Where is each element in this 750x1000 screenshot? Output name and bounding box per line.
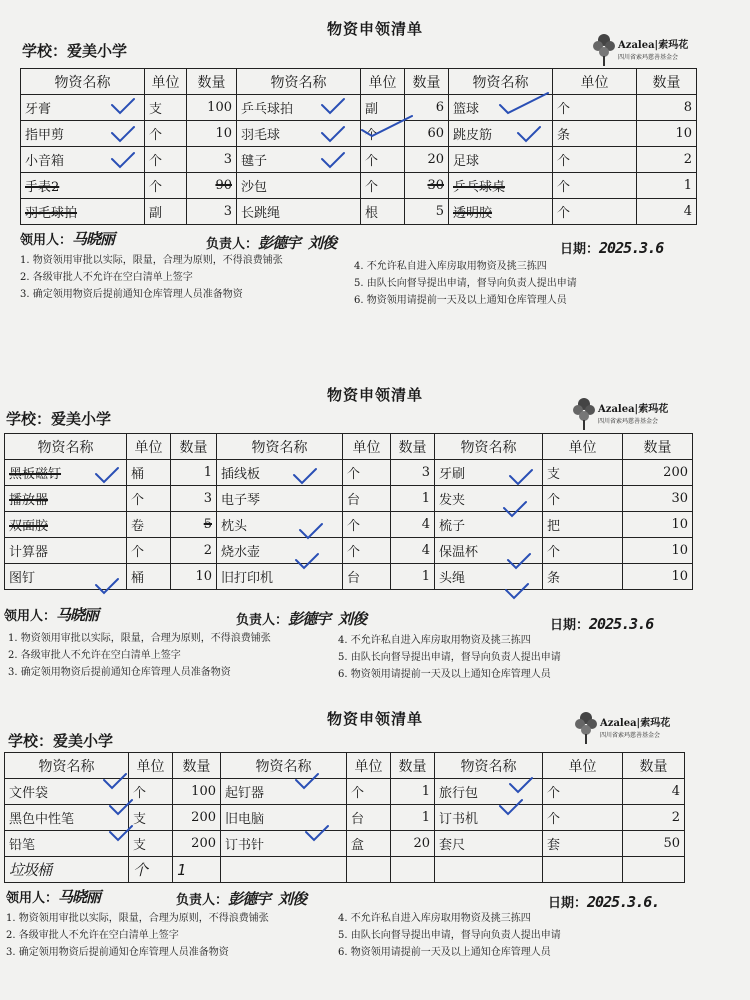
quantity-cell: 3 <box>391 460 435 486</box>
item-name-cell: 羽毛球拍 <box>21 199 145 225</box>
recipient-label: 领用人： <box>20 233 73 248</box>
quantity-cell: 2 <box>623 805 685 831</box>
logo-name: Azalea|索玛花 <box>618 40 689 51</box>
item-name-cell: 足球 <box>449 147 553 173</box>
recipient-signature: 马晓丽 <box>72 230 115 248</box>
quantity-cell: 30 <box>623 486 693 512</box>
item-name-cell: 垃圾桶 <box>5 857 129 883</box>
column-header: 单位 <box>343 434 391 460</box>
manager-label: 负责人： <box>206 237 259 252</box>
rule-item: 5. 由队长向督导提出申请，督导向负责人提出申请 <box>338 930 561 941</box>
unit-cell: 台 <box>343 486 391 512</box>
unit-cell: 把 <box>543 512 623 538</box>
unit-cell: 支 <box>129 831 173 857</box>
column-header: 物资名称 <box>449 69 553 95</box>
unit-cell: 个 <box>127 538 171 564</box>
unit-cell: 个 <box>543 805 623 831</box>
quantity-cell: 10 <box>637 121 697 147</box>
quantity-cell: 1 <box>173 857 221 883</box>
item-name-cell: 黑板磁钉 <box>5 460 127 486</box>
rule-item: 2. 各级审批人不允许在空白清单上签字 <box>6 930 179 941</box>
column-header: 物资名称 <box>217 434 343 460</box>
table-row <box>5 779 685 805</box>
column-header: 物资名称 <box>237 69 361 95</box>
quantity-cell: 4 <box>391 512 435 538</box>
unit-cell: 条 <box>543 564 623 590</box>
unit-cell: 台 <box>347 805 391 831</box>
rule-item: 6. 物资领用请提前一天及以上通知仓库管理人员 <box>338 947 551 958</box>
unit-cell: 个 <box>361 121 405 147</box>
item-name-cell <box>221 857 347 883</box>
item-name-cell: 订书机 <box>435 805 543 831</box>
table-row <box>5 857 685 883</box>
rule-item: 4. 不允许私自进入库房取用物资及挑三拣四 <box>354 261 547 272</box>
unit-cell: 个 <box>553 199 637 225</box>
rule-item: 1. 物资领用审批以实际，限量，合理为原则，不得浪费铺张 <box>20 255 283 266</box>
unit-cell: 个 <box>543 486 623 512</box>
rule-item: 5. 由队长向督导提出申请，督导向负责人提出申请 <box>338 652 561 663</box>
item-name-cell: 指甲剪 <box>21 121 145 147</box>
rules-left <box>6 910 269 961</box>
quantity-cell: 20 <box>405 147 449 173</box>
quantity-cell: 8 <box>637 95 697 121</box>
recipient-label: 领用人： <box>6 891 59 906</box>
logo-subtitle: 四川省索玛慈善基金会 <box>618 54 679 61</box>
unit-cell: 个 <box>361 173 405 199</box>
manager-label: 负责人： <box>236 613 289 628</box>
quantity-cell: 4 <box>391 538 435 564</box>
unit-cell: 支 <box>145 95 187 121</box>
logo-subtitle: 四川省索玛慈善基金会 <box>600 732 661 739</box>
item-name-cell: 烧水壶 <box>217 538 343 564</box>
date-value: 2025.3.6 <box>599 239 664 257</box>
unit-cell: 个 <box>343 460 391 486</box>
rule-item: 6. 物资领用请提前一天及以上通知仓库管理人员 <box>354 295 567 306</box>
logo-name: Azalea|索玛花 <box>600 718 671 729</box>
column-header: 物资名称 <box>435 753 543 779</box>
item-name-cell: 铅笔 <box>5 831 129 857</box>
materials-table <box>4 752 685 883</box>
unit-cell: 支 <box>129 805 173 831</box>
item-name-cell: 保温杯 <box>435 538 543 564</box>
unit-cell: 个 <box>145 121 187 147</box>
unit-cell: 台 <box>343 564 391 590</box>
quantity-cell: 200 <box>623 460 693 486</box>
column-header: 数量 <box>391 753 435 779</box>
item-name-cell: 电子琴 <box>217 486 343 512</box>
quantity-cell: 200 <box>173 805 221 831</box>
rule-item: 2. 各级审批人不允许在空白清单上签字 <box>8 650 181 661</box>
item-name-cell: 播放器 <box>5 486 127 512</box>
column-header: 单位 <box>127 434 171 460</box>
quantity-cell: 5 <box>171 512 217 538</box>
column-header: 物资名称 <box>435 434 543 460</box>
column-header: 物资名称 <box>21 69 145 95</box>
sheet-title: 物资申领清单 <box>326 710 423 728</box>
quantity-cell: 30 <box>405 173 449 199</box>
table-header-row <box>5 753 685 779</box>
quantity-cell: 10 <box>623 512 693 538</box>
item-name-cell: 计算器 <box>5 538 127 564</box>
column-header: 数量 <box>623 753 685 779</box>
item-name-cell: 长跳绳 <box>237 199 361 225</box>
logo-name: Azalea|索玛花 <box>598 404 669 415</box>
column-header: 数量 <box>405 69 449 95</box>
quantity-cell: 6 <box>405 95 449 121</box>
unit-cell: 个 <box>543 779 623 805</box>
unit-cell: 个 <box>543 538 623 564</box>
rules-right <box>338 910 561 961</box>
unit-cell: 个 <box>553 173 637 199</box>
rule-item: 6. 物资领用请提前一天及以上通知仓库管理人员 <box>338 669 551 680</box>
date-line <box>548 892 659 911</box>
unit-cell: 副 <box>361 95 405 121</box>
unit-cell: 个 <box>343 538 391 564</box>
quantity-cell <box>623 857 685 883</box>
item-name-cell: 双面胶 <box>5 512 127 538</box>
unit-cell: 个 <box>553 95 637 121</box>
quantity-cell: 3 <box>187 199 237 225</box>
date-label: 日期： <box>550 618 590 633</box>
unit-cell: 条 <box>553 121 637 147</box>
unit-cell: 个 <box>145 173 187 199</box>
column-header: 数量 <box>187 69 237 95</box>
quantity-cell: 90 <box>187 173 237 199</box>
column-header: 单位 <box>129 753 173 779</box>
item-name-cell: 黑色中性笔 <box>5 805 129 831</box>
quantity-cell: 1 <box>391 779 435 805</box>
rule-item: 1. 物资领用审批以实际，限量，合理为原则，不得浪费铺张 <box>6 913 269 924</box>
unit-cell: 套 <box>543 831 623 857</box>
item-name-cell: 牙刷 <box>435 460 543 486</box>
quantity-cell: 4 <box>637 199 697 225</box>
item-name-cell: 毽子 <box>237 147 361 173</box>
item-name-cell: 发夹 <box>435 486 543 512</box>
unit-cell: 桶 <box>127 564 171 590</box>
column-header: 数量 <box>623 434 693 460</box>
manager-label: 负责人： <box>176 893 229 908</box>
unit-cell: 根 <box>361 199 405 225</box>
quantity-cell: 10 <box>623 564 693 590</box>
recipient-signature: 马晓丽 <box>58 888 101 906</box>
unit-cell: 盒 <box>347 831 391 857</box>
unit-cell: 副 <box>145 199 187 225</box>
unit-cell: 个 <box>129 779 173 805</box>
quantity-cell: 5 <box>405 199 449 225</box>
item-name-cell: 透明胶 <box>449 199 553 225</box>
column-header: 物资名称 <box>5 753 129 779</box>
date-value: 2025.3.6. <box>587 893 660 911</box>
item-name-cell <box>435 857 543 883</box>
quantity-cell: 4 <box>623 779 685 805</box>
item-name-cell: 订书针 <box>221 831 347 857</box>
column-header: 数量 <box>637 69 697 95</box>
item-name-cell: 旧打印机 <box>217 564 343 590</box>
quantity-cell: 1 <box>391 564 435 590</box>
column-header: 单位 <box>543 753 623 779</box>
quantity-cell: 2 <box>637 147 697 173</box>
sheet-title: 物资申领清单 <box>326 20 423 38</box>
quantity-cell: 20 <box>391 831 435 857</box>
quantity-cell: 1 <box>171 460 217 486</box>
logo-subtitle: 四川省索玛慈善基金会 <box>598 418 659 425</box>
rule-item: 1. 物资领用审批以实际，限量，合理为原则，不得浪费铺张 <box>8 633 271 644</box>
unit-cell: 个 <box>127 486 171 512</box>
sheet-title: 物资申领清单 <box>326 386 423 404</box>
school-name: 学校：爱美小学 <box>8 732 114 750</box>
item-name-cell: 图钉 <box>5 564 127 590</box>
quantity-cell: 10 <box>171 564 217 590</box>
item-name-cell: 起钉器 <box>221 779 347 805</box>
unit-cell: 个 <box>145 147 187 173</box>
item-name-cell: 旧电脑 <box>221 805 347 831</box>
rule-item: 3. 确定领用物资后提前通知仓库管理人员准备物资 <box>6 947 229 958</box>
manager-signature: 彭德宇 刘俊 <box>288 610 367 628</box>
rule-item: 5. 由队长向督导提出申请，督导向负责人提出申请 <box>354 278 577 289</box>
unit-cell: 个 <box>347 779 391 805</box>
table-row <box>5 831 685 857</box>
table-row <box>5 805 685 831</box>
unit-cell: 个 <box>553 147 637 173</box>
item-name-cell: 梳子 <box>435 512 543 538</box>
quantity-cell <box>391 857 435 883</box>
column-header: 单位 <box>145 69 187 95</box>
item-name-cell: 乒乓球拍 <box>237 95 361 121</box>
column-header: 数量 <box>173 753 221 779</box>
item-name-cell: 跳皮筋 <box>449 121 553 147</box>
item-name-cell: 头绳 <box>435 564 543 590</box>
column-header: 数量 <box>171 434 217 460</box>
unit-cell: 个 <box>343 512 391 538</box>
item-name-cell: 牙膏 <box>21 95 145 121</box>
school-name: 学校：爱美小学 <box>22 42 128 60</box>
item-name-cell: 枕头 <box>217 512 343 538</box>
rule-item: 3. 确定领用物资后提前通知仓库管理人员准备物资 <box>20 289 243 300</box>
unit-cell: 卷 <box>127 512 171 538</box>
column-header: 单位 <box>553 69 637 95</box>
unit-cell: 个 <box>361 147 405 173</box>
quantity-cell: 50 <box>623 831 685 857</box>
recipient-signature: 马晓丽 <box>56 606 99 624</box>
item-name-cell: 篮球 <box>449 95 553 121</box>
rule-item: 3. 确定领用物资后提前通知仓库管理人员准备物资 <box>8 667 231 678</box>
item-name-cell: 沙包 <box>237 173 361 199</box>
item-name-cell: 羽毛球 <box>237 121 361 147</box>
manager-signature: 彭德宇 刘俊 <box>258 234 337 252</box>
date-label: 日期： <box>548 896 588 911</box>
manager-line <box>176 888 306 909</box>
quantity-cell: 1 <box>391 486 435 512</box>
column-header: 数量 <box>391 434 435 460</box>
column-header: 物资名称 <box>221 753 347 779</box>
item-name-cell: 手表2 <box>21 173 145 199</box>
item-name-cell: 文件袋 <box>5 779 129 805</box>
item-name-cell: 旅行包 <box>435 779 543 805</box>
quantity-cell: 100 <box>173 779 221 805</box>
unit-cell: 支 <box>543 460 623 486</box>
quantity-cell: 3 <box>187 147 237 173</box>
signature-line <box>6 886 100 907</box>
unit-cell <box>347 857 391 883</box>
quantity-cell: 100 <box>187 95 237 121</box>
quantity-cell: 60 <box>405 121 449 147</box>
unit-cell: 桶 <box>127 460 171 486</box>
column-header: 单位 <box>361 69 405 95</box>
quantity-cell: 200 <box>173 831 221 857</box>
azalea-logo <box>572 706 692 750</box>
quantity-cell: 10 <box>187 121 237 147</box>
rule-item: 4. 不允许私自进入库房取用物资及挑三拣四 <box>338 913 531 924</box>
manager-signature: 彭德宇 刘俊 <box>228 890 307 908</box>
school-name: 学校：爱美小学 <box>6 410 112 428</box>
unit-cell: 个 <box>129 857 173 883</box>
quantity-cell: 1 <box>391 805 435 831</box>
rule-item: 2. 各级审批人不允许在空白清单上签字 <box>20 272 193 283</box>
item-name-cell: 乒乓球桌 <box>449 173 553 199</box>
quantity-cell: 3 <box>171 486 217 512</box>
unit-cell <box>543 857 623 883</box>
quantity-cell: 1 <box>637 173 697 199</box>
azalea-flower-icon <box>572 706 600 746</box>
column-header: 物资名称 <box>5 434 127 460</box>
item-name-cell: 套尺 <box>435 831 543 857</box>
item-name-cell: 插线板 <box>217 460 343 486</box>
date-label: 日期： <box>560 242 600 257</box>
quantity-cell: 2 <box>171 538 217 564</box>
column-header: 单位 <box>543 434 623 460</box>
quantity-cell: 10 <box>623 538 693 564</box>
item-name-cell: 小音箱 <box>21 147 145 173</box>
column-header: 单位 <box>347 753 391 779</box>
recipient-label: 领用人： <box>4 609 57 624</box>
date-value: 2025.3.6 <box>589 615 654 633</box>
rule-item: 4. 不允许私自进入库房取用物资及挑三拣四 <box>338 635 531 646</box>
